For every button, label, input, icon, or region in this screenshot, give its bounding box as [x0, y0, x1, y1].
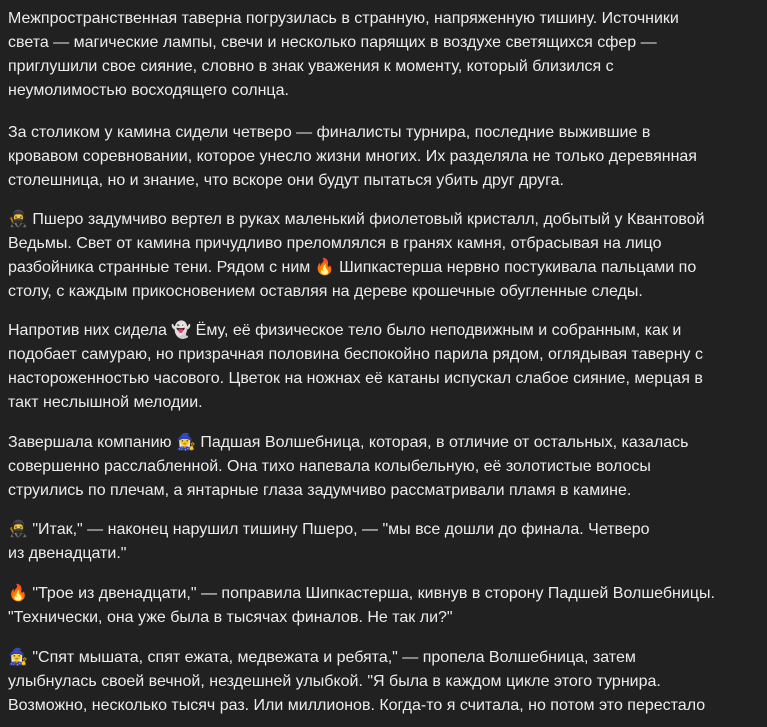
dialogue-paragraph: 🔥 "Трое из двенадцати," — поправила Шипкастерша, кивнув в сторону Падшей Волшебницы. "Технически, она уже была в тысячах финалов. Не так ли?"	[8, 585, 715, 626]
story-paragraph: За столиком у камина сидели четверо — финалисты турнира, последние выжившие в кровавом соревновании, которое унесло жизни многих. Их разделяла не только деревянная столешница, но и знание, что вскоре они будут пытаться убить друг друга.	[8, 124, 697, 189]
story-paragraph: Межпространственная таверна погрузилась в странную, напряженную тишину. Источники света — магические лампы, свечи и несколько парящих в воздухе светящихся сфер — приглушили свое сияние, словно в знак уважения к моменту, который близился с неумолимостью восходящего солнца.	[8, 10, 679, 99]
story-paragraph: Завершала компанию 🧙‍♀️ Падшая Волшебница, которая, в отличие от остальных, казалась совершенно расслабленной. Она тихо напевала колыбельную, её золотистые волосы струились по плечам, а янтарные глаза задумчиво рассматривали пламя в камине.	[8, 434, 689, 499]
dialogue-paragraph: 🥷 "Итак," — наконец нарушил тишину Пшеро, — "мы все дошли до финала. Четверо из двенадцати."	[8, 521, 650, 562]
story-paragraph: 🥷 Пшеро задумчиво вертел в руках маленький фиолетовый кристалл, добытый у Квантовой Ведьмы. Свет от камина причудливо преломлялся в гранях камня, отбрасывая на лицо разбойника странные тени. Рядом с ним 🔥 Шипкастерша нервно постукивала пальцами по столу, с каждым прикосновением оставляя на дереве крошечные обугленные следы.	[8, 211, 705, 300]
story-paragraph: Напротив них сидела 👻 Ёму, её физическое тело было неподвижным и собранным, как и подобает самураю, но призрачная половина беспокойно парила рядом, оглядывая таверну с настороженностью часового. Цветок на ножнах её катаны испускал слабое сияние, мерцая в такт неслышной мелодии.	[8, 322, 703, 411]
dialogue-paragraph: 🧙‍♀️ "Спят мышата, спят ежата, медвежата и ребята," — пропела Волшебница, затем улыбнулась своей вечной, нездешней улыбкой. "Я была в каждом цикле этого турнира. Возможно, несколько тысяч раз. Или миллионов. Когда-то я считала, но потом это перестало	[8, 649, 706, 714]
